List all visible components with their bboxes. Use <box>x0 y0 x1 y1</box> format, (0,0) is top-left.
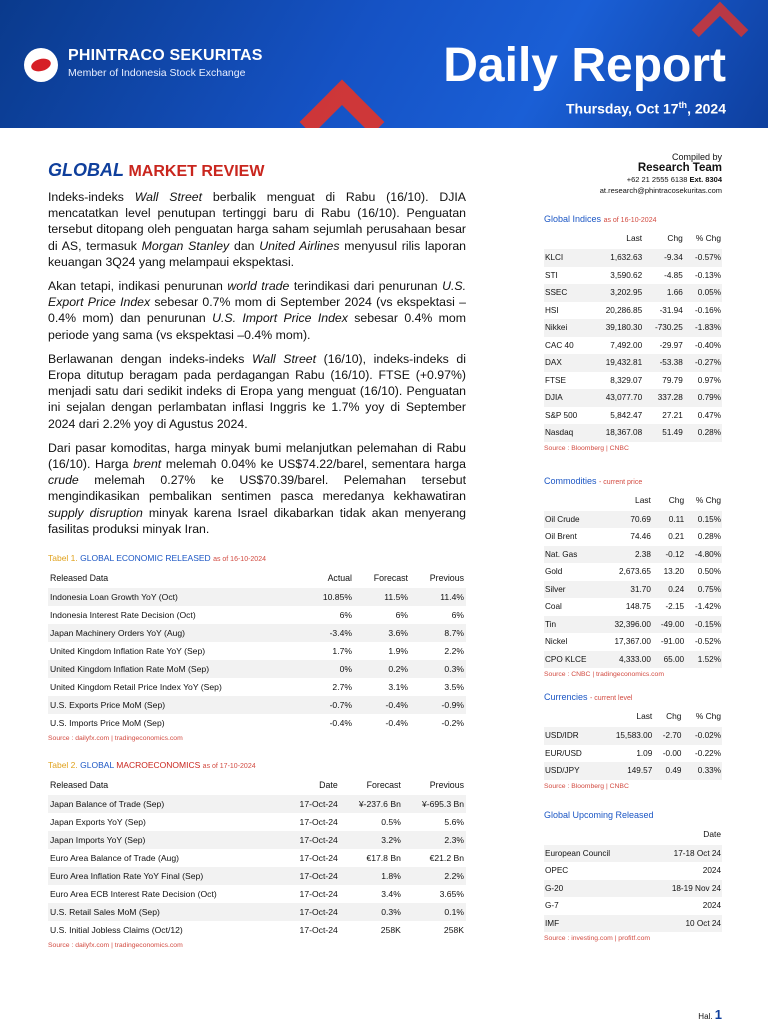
brand-name: PHINTRACO SEKURITAS <box>68 47 263 64</box>
table-cell: -0.27% <box>684 354 722 372</box>
table-cell: -0.9% <box>410 696 466 714</box>
column-header: Released Data <box>50 573 109 584</box>
market-review-paragraph: Indeks-indeks Wall Street berbalik menguat di Rabu (16/10). DJIA mencatatkan level penutupan tertinggi baru di Rabu (16/10). Penguatan tersebut ditopang oleh penguatan harga saham sejumlah perusahaan besar di AS, termasuk Morgan Stanley dan United Airlines menyusul rilis laporan keuangan 3Q24 yang melampaui ekspektasi. <box>48 190 466 269</box>
commodity-row <box>544 598 722 616</box>
table-cell: 79.79 <box>662 375 683 385</box>
table-cell: United Kingdom Inflation Rate YoY (Sep) <box>50 646 206 657</box>
table-cell: 0.21 <box>668 532 685 542</box>
global-indices-table <box>544 228 722 442</box>
column-header: Released Data <box>50 780 109 791</box>
table-cell: 2,673.65 <box>619 567 651 577</box>
table-cell: Japan Balance of Trade (Sep) <box>48 795 282 813</box>
table-cell: U.S. Initial Jobless Claims (Oct/12) <box>50 925 183 936</box>
column-header: Date <box>703 828 721 839</box>
commodity-row <box>544 581 722 599</box>
table-cell: STI <box>545 270 558 280</box>
index-row <box>544 284 722 302</box>
table-cell: 149.57 <box>599 762 653 780</box>
table-cell: 148.75 <box>625 602 651 612</box>
table-cell: -31.94 <box>659 305 683 315</box>
table-row <box>48 678 466 696</box>
table-cell: -0.7% <box>305 696 354 714</box>
table-cell: U.S. Exports Price MoM (Sep) <box>48 696 305 714</box>
column-header: Date <box>319 780 338 791</box>
column-header: Last <box>635 494 651 505</box>
table-cell: -4.85 <box>664 270 683 280</box>
column-header <box>544 824 645 845</box>
table-cell: 3.1% <box>388 682 408 693</box>
column-header: Last <box>626 233 643 243</box>
table-cell: Euro Area ECB Interest Rate Decision (Oct) <box>50 889 217 900</box>
upcoming-title: Global Upcoming Released <box>544 809 654 820</box>
table-cell: Indonesia Interest Rate Decision (Oct) <box>50 610 196 621</box>
table-cell: -0.4% <box>354 696 410 714</box>
table-cell: -3.4% <box>305 624 354 642</box>
table-cell: 7,492.00 <box>610 340 643 350</box>
commodity-row <box>544 651 722 669</box>
table-cell: 11.4% <box>410 588 466 606</box>
table-cell: 17-Oct-24 <box>299 925 338 936</box>
left-column <box>48 160 466 949</box>
table-cell: 0.28% <box>684 424 722 442</box>
table-row <box>48 588 466 606</box>
table-cell: -0.22% <box>695 748 721 758</box>
table-cell: 2.2% <box>444 646 464 657</box>
table-cell: 32,396.00 <box>601 616 652 634</box>
commodity-row <box>544 511 722 529</box>
table-cell: -1.42% <box>695 602 721 612</box>
column-header: Chg <box>666 711 682 721</box>
table-row <box>48 714 466 732</box>
table-cell: -4.80% <box>685 546 722 564</box>
table-cell: -29.97 <box>659 340 683 350</box>
table-cell: EUR/USD <box>545 748 582 758</box>
table-cell: €17.8 Bn <box>366 853 401 864</box>
table-cell: 51.49 <box>643 424 684 442</box>
table-cell: Nikkei <box>544 319 591 337</box>
table-cell: 3.5% <box>444 682 464 693</box>
table-header-row <box>544 706 722 727</box>
table-cell: -0.2% <box>441 718 464 729</box>
decorative-chevron <box>300 80 385 128</box>
table-cell: -2.15 <box>665 602 685 612</box>
table-cell: 1.8% <box>340 867 403 885</box>
table-cell: 337.28 <box>643 389 684 407</box>
table-cell: 11.5% <box>354 588 410 606</box>
report-title: Daily Report <box>443 39 726 92</box>
index-row <box>544 389 722 407</box>
table-cell: SSEC <box>544 284 591 302</box>
upcoming-row <box>544 880 722 898</box>
table-cell: OPEC <box>545 866 569 876</box>
table-cell: 15,583.00 <box>599 727 653 745</box>
table-cell: 1,632.63 <box>591 249 643 267</box>
table-cell: DAX <box>544 354 591 372</box>
table-cell: 0.05% <box>684 284 722 302</box>
table-cell: Nickel <box>545 637 568 647</box>
index-row <box>544 372 722 390</box>
table-cell: European Council <box>544 845 645 863</box>
table-cell: 0.5% <box>381 817 401 828</box>
indices-title: Global Indices as of 16-10-2024 <box>544 214 657 224</box>
table-cell: 1.52% <box>685 651 722 669</box>
table-cell: 0.47% <box>697 410 721 420</box>
column-header <box>544 706 599 727</box>
table-cell: KLCI <box>544 249 591 267</box>
table-cell: 18,367.08 <box>591 424 643 442</box>
table-cell: -0.12 <box>652 546 685 564</box>
table-cell: -0.00 <box>662 748 682 758</box>
table-cell: 18-19 Nov 24 <box>645 880 722 898</box>
commodity-row <box>544 546 722 564</box>
currencies-table <box>544 706 722 780</box>
table-cell: 5,842.47 <box>610 410 643 420</box>
table-cell: €21.2 Bn <box>429 853 464 864</box>
table-cell: 20,286.85 <box>605 305 643 315</box>
table-cell: 8.7% <box>410 624 466 642</box>
report-header <box>0 0 768 128</box>
upcoming-row <box>544 897 722 915</box>
economic-released-table <box>48 569 466 732</box>
table-cell: 17-Oct-24 <box>282 903 340 921</box>
phone: +62 21 2555 6138 Ext. 8304 <box>626 175 722 184</box>
commodities-table <box>544 490 722 669</box>
column-header: Actual <box>327 573 353 584</box>
table-cell: 1.7% <box>332 646 353 657</box>
table-cell: 0.3% <box>340 903 403 921</box>
table-cell: Nat. Gas <box>544 546 601 564</box>
table-cell: 0% <box>305 660 354 678</box>
table-cell: Gold <box>545 567 563 577</box>
upcoming-source: Source : investing.com | profitf.com <box>544 935 651 942</box>
table-cell: IMF <box>544 915 645 933</box>
column-header: Forecast <box>366 780 401 791</box>
table-cell: -53.38 <box>643 354 684 372</box>
brand-subtitle: Member of Indonesia Stock Exchange <box>68 67 246 79</box>
table-cell: 0.50% <box>697 567 721 577</box>
table-cell: G-7 <box>545 901 559 911</box>
market-review-paragraph: Akan tetapi, indikasi penurunan world trade terindikasi dari penurunan U.S. Export Price Index sebesar 0.7% mom di September 2024 (vs ekspektasi –0.4% mom) dan penurunan U.S. Import Price Index sebesar 0.4% mom periode yang sama (vs ekspektasi –0.4% mom). <box>48 279 466 342</box>
table-cell: 0.33% <box>682 762 722 780</box>
table-row <box>48 831 466 849</box>
table-cell: 258K <box>443 925 464 936</box>
table-cell: 0.24 <box>652 581 685 599</box>
table-cell: CAC 40 <box>545 340 574 350</box>
index-row <box>544 354 722 372</box>
table-cell: 0.1% <box>403 903 466 921</box>
table-cell: -0.57% <box>684 249 722 267</box>
page-number: Hal. 1 <box>698 1007 722 1022</box>
table-cell: 17-18 Oct 24 <box>645 845 722 863</box>
table-cell: DJIA <box>544 389 591 407</box>
table-cell: 1.09 <box>636 748 653 758</box>
column-header: Last <box>636 711 653 721</box>
table-header-row <box>48 569 466 588</box>
table-cell: 39,180.30 <box>591 319 643 337</box>
table-cell: 6% <box>395 610 408 621</box>
table-cell: 17-Oct-24 <box>282 867 340 885</box>
table-cell: Indonesia Loan Growth YoY (Oct) <box>48 588 305 606</box>
market-review-paragraph: Dari pasar komoditas, harga minyak bumi melanjutkan pelemahan di Rabu (16/10). Harga brent melemah 0.04% ke US$74.22/barel, sementara harga crude melemah 0.27% ke US$70.39/barel. Pelemahan tersebut mengindikasikan pembalikan sentimen pasca meredanya kekhawatiran supply disruption minyak karena Israel dikabarkan tidak akan menyerang fasilitas produksi minyak Iran. <box>48 440 466 536</box>
currency-row <box>544 745 722 763</box>
table-row <box>48 642 466 660</box>
table-cell: 17,367.00 <box>614 637 651 647</box>
column-header <box>544 490 601 511</box>
column-header <box>544 228 591 249</box>
indices-source: Source : Bloomberg | CNBC <box>544 444 629 452</box>
table-row <box>48 867 466 885</box>
table-cell: 4,333.00 <box>601 651 652 669</box>
table-cell: Oil Crude <box>544 511 601 529</box>
table-cell: 2.7% <box>332 682 353 693</box>
table-cell: USD/IDR <box>544 727 599 745</box>
table-cell: S&P 500 <box>545 410 578 420</box>
currencies-title: Currencies - current level <box>544 692 633 702</box>
table-cell: 2.3% <box>403 831 466 849</box>
column-header: % Chg <box>695 233 721 243</box>
table-row <box>48 696 466 714</box>
column-header: Previous <box>429 573 464 584</box>
table-cell: Tin <box>544 616 601 634</box>
table-cell: 0.3% <box>410 660 466 678</box>
email-link[interactable]: at.research@phintracosekuritas.com <box>599 186 722 195</box>
table-cell: -0.52% <box>695 637 721 647</box>
table-cell: Coal <box>545 602 562 612</box>
table1-caption: Tabel 1. GLOBAL ECONOMIC RELEASED as of 16-10-2024 <box>48 553 266 564</box>
table-cell: 65.00 <box>652 651 685 669</box>
table-cell: 3.4% <box>381 889 401 900</box>
table-cell: -0.16% <box>695 305 721 315</box>
table-cell: G-20 <box>544 880 645 898</box>
table-cell: -0.40% <box>695 340 721 350</box>
table-cell: 8,329.07 <box>610 375 643 385</box>
table-row <box>48 885 466 903</box>
macroeconomics-table <box>48 776 466 939</box>
report-date: Thursday, Oct 17th, 2024 <box>566 100 726 117</box>
table-cell: -0.4% <box>329 718 353 729</box>
table-cell: Japan Imports YoY (Sep) <box>48 831 282 849</box>
index-row <box>544 249 722 267</box>
table-cell: -0.4% <box>385 718 408 729</box>
column-header: % Chg <box>695 711 721 721</box>
table-cell: 17-Oct-24 <box>299 889 338 900</box>
table-cell: 3.65% <box>439 889 464 900</box>
currency-row <box>544 762 722 780</box>
table-cell: 258K <box>380 925 401 936</box>
table-cell: 10 Oct 24 <box>645 915 722 933</box>
right-column <box>544 152 722 942</box>
table2-caption: Tabel 2. GLOBAL MACROECONOMICS as of 17-10-2024 <box>48 760 256 771</box>
table-cell: ¥-237.6 Bn <box>340 795 403 813</box>
table-cell: 19,432.81 <box>591 354 643 372</box>
index-row <box>544 407 722 425</box>
table-cell: 0.2% <box>354 660 410 678</box>
table-cell: -0.02% <box>682 727 722 745</box>
table-cell: 5.6% <box>444 817 464 828</box>
table-cell: 2.38 <box>601 546 652 564</box>
table-cell: 27.21 <box>662 410 683 420</box>
table-cell: Japan Machinery Orders YoY (Aug) <box>48 624 305 642</box>
table-cell: -0.13% <box>695 270 721 280</box>
table-cell: 0.49 <box>653 762 682 780</box>
table-cell: -730.25 <box>643 319 684 337</box>
index-row <box>544 424 722 442</box>
table-header-row <box>48 776 466 795</box>
table-cell: 0.97% <box>697 375 721 385</box>
table-cell: Euro Area Inflation Rate YoY Final (Sep) <box>48 867 282 885</box>
table-cell: -0.15% <box>685 616 722 634</box>
table-cell: 2.2% <box>403 867 466 885</box>
table-cell: 74.46 <box>630 532 651 542</box>
table-cell: 6% <box>451 610 464 621</box>
research-team: Research Team <box>637 162 722 174</box>
table-cell: 17-Oct-24 <box>299 853 338 864</box>
table-cell: USD/JPY <box>544 762 599 780</box>
table-cell: 0.75% <box>685 581 722 599</box>
compiled-label: Compiled by <box>671 152 722 162</box>
table-cell: -91.00 <box>660 637 685 647</box>
market-review-paragraph: Berlawanan dengan indeks-indeks Wall Street (16/10), indeks-indeks di Eropa ditutup beragam pada perdagangan Rabu (16/10). FTSE (+0.97%) menjadi satu dari sedikit indeks di Eropa yang menguat (16/10). Penguatan ini sejalan dengan perlambatan inflasi Inggris ke 1.7% yoy di September 2024 dari 2.2% yoy di Agustus 2024. <box>48 351 466 431</box>
commodity-row <box>544 633 722 651</box>
table-row <box>48 921 466 939</box>
table-cell: 3.6% <box>354 624 410 642</box>
table-cell: 2024 <box>702 866 721 876</box>
table-cell: 0.79% <box>684 389 722 407</box>
index-row <box>544 267 722 285</box>
table-cell: ¥-695.3 Bn <box>403 795 466 813</box>
commodity-row <box>544 563 722 581</box>
table-cell: U.S. Imports Price MoM (Sep) <box>50 718 165 729</box>
commodities-title: Commodities - current price <box>544 475 643 486</box>
table-cell: 10.85% <box>305 588 354 606</box>
table-row <box>48 606 466 624</box>
index-row <box>544 302 722 320</box>
table-cell: 3.2% <box>340 831 403 849</box>
column-header: Previous <box>429 780 464 791</box>
table-row <box>48 624 466 642</box>
table-cell: CPO KLCE <box>544 651 601 669</box>
commodities-source: Source : CNBC | tradingeconomics.com <box>544 671 665 678</box>
table-cell: Nasdaq <box>544 424 591 442</box>
table-cell: -2.70 <box>653 727 682 745</box>
currencies-source: Source : Bloomberg | CNBC <box>544 782 629 790</box>
market-review-title: GLOBAL MARKET REVIEW <box>48 160 265 180</box>
table-cell: 43,077.70 <box>591 389 643 407</box>
column-header: Chg <box>667 233 683 243</box>
table-cell: 17-Oct-24 <box>282 831 340 849</box>
commodity-row <box>544 528 722 546</box>
table-cell: Oil Brent <box>545 532 577 542</box>
table-cell: -49.00 <box>652 616 685 634</box>
market-review-body <box>48 189 466 537</box>
table-cell: 0.11 <box>652 511 685 529</box>
table-row <box>48 849 466 867</box>
table-row <box>48 795 466 813</box>
table-cell: Euro Area Balance of Trade (Aug) <box>50 853 179 864</box>
table-cell: U.S. Retail Sales MoM (Sep) <box>48 903 282 921</box>
table-row <box>48 813 466 831</box>
index-row <box>544 337 722 355</box>
table-header-row <box>544 824 722 845</box>
table-cell: 1.9% <box>388 646 408 657</box>
table-cell: Japan Exports YoY (Sep) <box>50 817 146 828</box>
table-cell: 3,202.95 <box>591 284 643 302</box>
table-cell: 17-Oct-24 <box>282 795 340 813</box>
table-cell: 17-Oct-24 <box>299 817 338 828</box>
table-cell: United Kingdom Retail Price Index YoY (Sep) <box>50 682 222 693</box>
table-cell: 3,590.62 <box>610 270 643 280</box>
column-header: Chg <box>668 494 685 505</box>
phintraco-logo-icon <box>24 48 58 82</box>
currency-row <box>544 727 722 745</box>
compiled-by-block <box>544 152 722 196</box>
table-cell: Silver <box>544 581 601 599</box>
table1-source: Source : dailyfx.com | tradingeconomics.com <box>48 735 183 743</box>
table-cell: -9.34 <box>643 249 684 267</box>
column-header: % Chg <box>695 494 721 505</box>
upcoming-released-table <box>544 824 722 933</box>
table-cell: 31.70 <box>601 581 652 599</box>
table-cell: 1.66 <box>643 284 684 302</box>
index-row <box>544 319 722 337</box>
table-cell: 2024 <box>702 901 721 911</box>
table-cell: HSI <box>545 305 559 315</box>
table-row <box>48 660 466 678</box>
table-cell: 6% <box>339 610 353 621</box>
table-cell: United Kingdom Inflation Rate MoM (Sep) <box>48 660 305 678</box>
table-cell: 70.69 <box>601 511 652 529</box>
table2-source: Source : dailyfx.com | tradingeconomics.com <box>48 942 183 950</box>
upcoming-row <box>544 915 722 933</box>
table-cell: FTSE <box>545 375 566 385</box>
upcoming-row <box>544 862 722 880</box>
commodity-row <box>544 616 722 634</box>
upcoming-row <box>544 845 722 863</box>
table-cell: -1.83% <box>684 319 722 337</box>
column-header: Forecast <box>373 573 408 584</box>
table-header-row <box>544 490 722 511</box>
table-cell: 0.28% <box>697 532 721 542</box>
table-row <box>48 903 466 921</box>
table-header-row <box>544 228 722 249</box>
table-cell: 0.15% <box>685 511 722 529</box>
table-cell: 13.20 <box>663 567 685 577</box>
